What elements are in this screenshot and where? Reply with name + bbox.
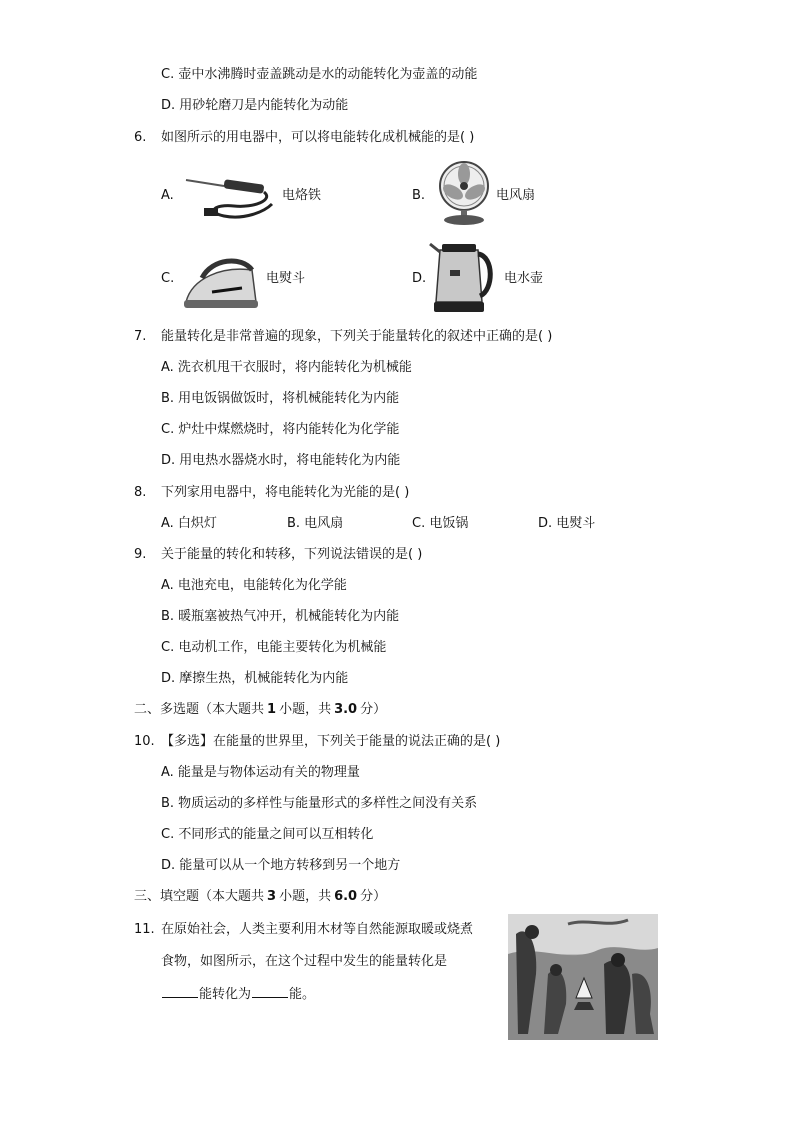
- q6-option-d-label: 电水壶: [504, 271, 544, 286]
- q9-option-d: D. 摩擦生热，机械能转化为内能: [161, 671, 349, 686]
- q9-option-c: C. 电动机工作，电能主要转化为机械能: [161, 640, 387, 655]
- q11-line-3: 能转化为 能。: [161, 985, 315, 1004]
- q10-option-c: C. 不同形式的能量之间可以互相转化: [161, 827, 374, 842]
- q7-option-d: D. 用电热水器烧水时，将电能转化为内能: [161, 453, 401, 468]
- q6-option-d-letter: D.: [412, 271, 427, 286]
- q7-number: 7.: [134, 329, 147, 344]
- q10-number: 10.: [134, 734, 155, 749]
- section-3-heading: 三、填空题（本大题共 3 小题，共 6.0 分）: [134, 889, 387, 904]
- q7-stem: 能量转化是非常普遍的现象，下列关于能量转化的叙述中正确的是( ): [161, 329, 553, 344]
- q7-option-c: C. 炉灶中煤燃烧时，将内能转化为化学能: [161, 422, 400, 437]
- q10-option-d: D. 能量可以从一个地方转移到另一个地方: [161, 858, 401, 873]
- q6-option-b-label: 电风扇: [496, 188, 536, 203]
- q10-option-a: A. 能量是与物体运动有关的物理量: [161, 765, 360, 780]
- q11-blank-2[interactable]: [252, 985, 288, 998]
- q9-option-a: A. 电池充电，电能转化为化学能: [161, 578, 347, 593]
- q11-line-1: 在原始社会，人类主要利用木材等自然能源取暖或烧煮: [161, 922, 474, 937]
- q8-option-c: C. 电饭锅: [412, 516, 469, 531]
- q6-option-a-letter: A.: [161, 188, 174, 203]
- q8-option-d: D. 电熨斗: [538, 516, 596, 531]
- q10-option-b: B. 物质运动的多样性与能量形式的多样性之间没有关系: [161, 796, 478, 811]
- q11-blank-1[interactable]: [162, 985, 198, 998]
- q10-stem: 【多选】在能量的世界里，下列关于能量的说法正确的是( ): [161, 734, 501, 749]
- q9-stem: 关于能量的转化和转移，下列说法错误的是( ): [161, 547, 423, 562]
- q11-number: 11.: [134, 922, 155, 937]
- q8-stem: 下列家用电器中，将电能转化为光能的是( ): [161, 485, 410, 500]
- q7-option-a: A. 洗衣机甩干衣服时，将内能转化为机械能: [161, 360, 412, 375]
- q6-number: 6.: [134, 130, 147, 145]
- q8-option-b: B. 电风扇: [287, 516, 344, 531]
- electric-kettle-image: [428, 240, 500, 316]
- q9-option-b: B. 暖瓶塞被热气冲开，机械能转化为内能: [161, 609, 400, 624]
- electric-iron-image: [182, 248, 262, 312]
- soldering-iron-image: [184, 172, 278, 222]
- q6-option-c-label: 电熨斗: [266, 271, 306, 286]
- q7-option-b: B. 用电饭锅做饭时，将机械能转化为内能: [161, 391, 400, 406]
- q5-option-d: D. 用砂轮磨刀是内能转化为动能: [161, 98, 349, 113]
- q8-option-a: A. 白炽灯: [161, 516, 217, 531]
- q9-number: 9.: [134, 547, 147, 562]
- q6-option-b-letter: B.: [412, 188, 426, 203]
- primitive-fire-illustration: [508, 914, 658, 1040]
- q6-stem: 如图所示的用电器中，可以将电能转化成机械能的是( ): [161, 130, 475, 145]
- q6-option-c-letter: C.: [161, 271, 175, 286]
- q8-number: 8.: [134, 485, 147, 500]
- q6-option-a-label: 电烙铁: [282, 188, 322, 203]
- q11-line-2: 食物，如图所示，在这个过程中发生的能量转化是: [161, 954, 448, 969]
- section-2-heading: 二、多选题（本大题共 1 小题，共 3.0 分）: [134, 702, 387, 717]
- q5-option-c: C. 壶中水沸腾时壶盖跳动是水的动能转化为壶盖的动能: [161, 67, 478, 82]
- electric-fan-image: [434, 160, 494, 226]
